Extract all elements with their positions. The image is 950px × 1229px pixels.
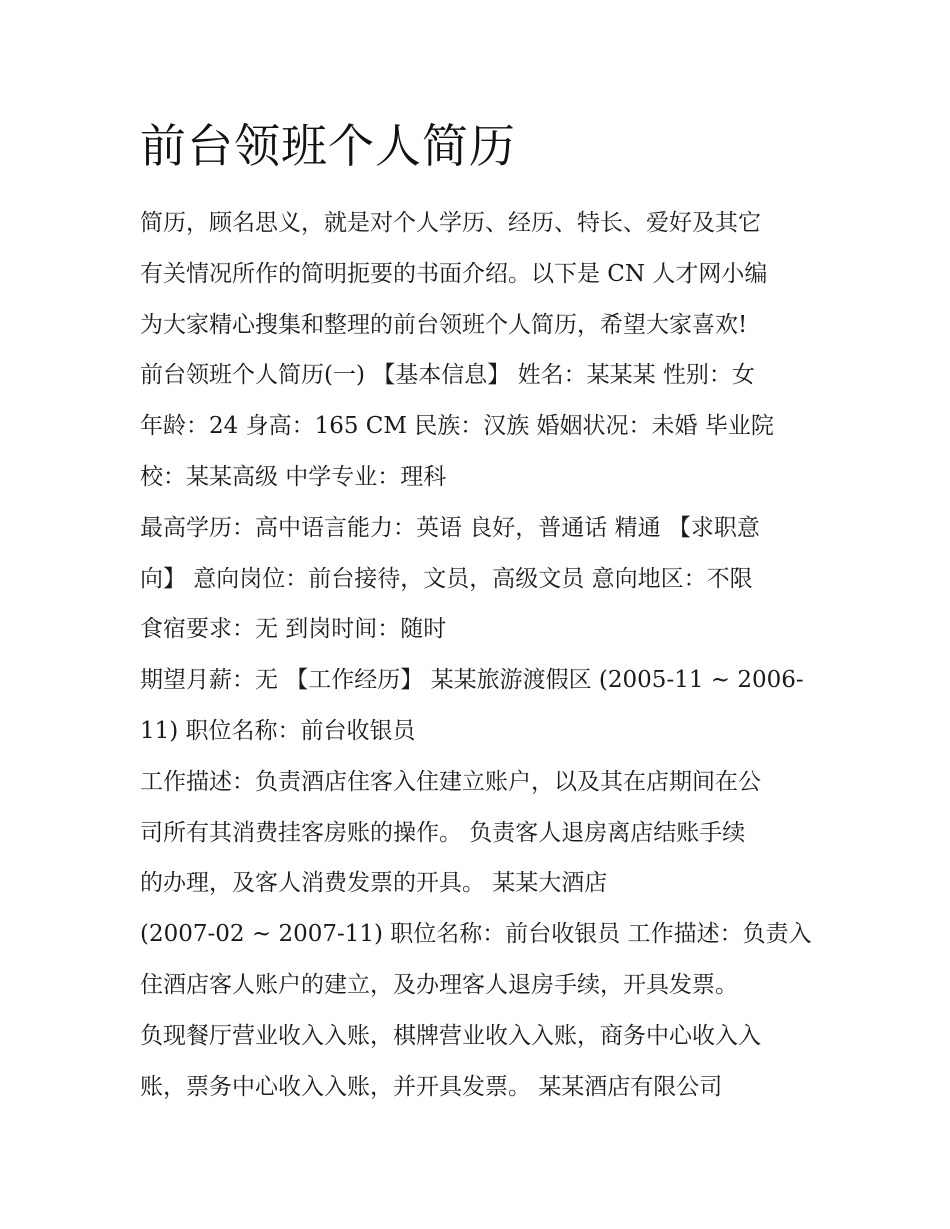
body-line-9: 食宿要求：无 到岗时间：随时 [140, 616, 447, 643]
body-line-13: 司所有其消费挂客房账的操作。 负责客人退房离店结账手续 [140, 819, 746, 846]
document-body [140, 198, 820, 1112]
body-line-3: 为大家精心搜集和整理的前台领班个人简历，希望大家喜欢! [140, 311, 748, 338]
document-title: 前台领班个人简历 [140, 119, 516, 173]
body-line-8: 向】 意向岗位：前台接待，文员，高级文员 意向地区：不限 [140, 565, 753, 592]
body-line-15: (2007-02 ~ 2007-11) 职位名称：前台收银员 工作描述：负责入 [140, 921, 812, 948]
body-line-7: 最高学历：高中语言能力：英语 良好，普通话 精通 【求职意 [140, 514, 760, 541]
body-line-10: 期望月薪：无 【工作经历】 某某旅游渡假区 (2005-11 ~ 2006- [140, 667, 804, 694]
body-line-18: 账，票务中心收入入账，并开具发票。 某某酒店有限公司 [140, 1073, 723, 1100]
body-line-4: 前台领班个人简历(一) 【基本信息】 姓名：某某某 性别：女 [140, 362, 755, 389]
body-line-6: 校：某某高级 中学专业：理科 [140, 463, 447, 490]
body-line-14: 的办理，及客人消费发票的开具。 某某大酒店 [140, 870, 608, 897]
body-line-11: 11) 职位名称：前台收银员 [140, 717, 416, 744]
body-line-1: 简历，顾名思义，就是对个人学历、经历、特长、爱好及其它 [140, 210, 761, 236]
document-page [140, 112, 820, 1112]
body-line-16: 住酒店客人账户的建立，及办理客人退房手续，开具发票。 [140, 971, 738, 998]
body-line-5: 年龄：24 身高：165 CM 民族：汉族 婚姻状况：未婚 毕业院 [140, 413, 774, 440]
body-line-12: 工作描述：负责酒店住客入住建立账户，以及其在店期间在公 [140, 768, 761, 795]
body-line-2: 有关情况所作的简明扼要的书面介绍。以下是 CN 人才网小编 [140, 260, 768, 287]
body-line-17: 负现餐厅营业收入入账，棋牌营业收入入账，商务中心收入入 [140, 1022, 761, 1049]
